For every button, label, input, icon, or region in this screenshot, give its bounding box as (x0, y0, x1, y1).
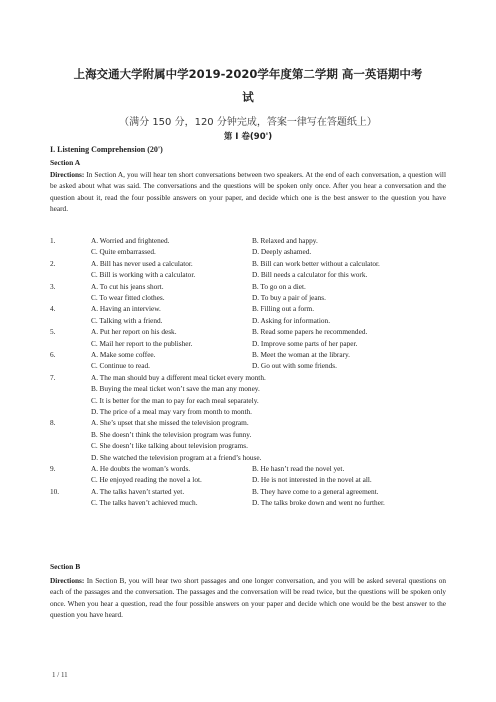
directions-text: In Section B, you will hear two short passages and one longer conversation, and you will be asked several questions on each of the passages and the conversation. The passages and the conversation will be read twice, but the questions will be spoken only once. When you hear a question, read the four possible answers on your paper and decide which one would be the best answer to the question you have heard. (50, 576, 446, 620)
answer-option: B. Buying the meal ticket won’t save the man any money. (91, 384, 260, 394)
answer-option: B. Relaxed and happy. (252, 236, 318, 245)
question-row (50, 315, 450, 326)
answer-option: A. Worried and frightened. (91, 236, 170, 245)
question-number: 4. (50, 304, 56, 314)
answer-option: D. Deeply ashamed. (252, 247, 312, 257)
answer-option: D. He is not interested in the novel at all. (252, 475, 372, 485)
answer-option: D. To buy a pair of jeans. (252, 293, 326, 302)
answer-option: B. Bill can work better without a calculator. (252, 258, 380, 268)
answer-option: B. Read some papers he recommended. (252, 327, 368, 337)
question-number: 9. (50, 464, 56, 473)
directions-text: In Section A, you will hear ten short conversations between two speakers. At the end of each conversation, a question will be asked about what was said. The conversations and the questions will be spoken only once. After you hear a conversation and the question about it, read the four possible answers on your paper, and decide which one is the best answer to the question you have heard. (50, 170, 446, 214)
answer-option: C. He enjoyed reading the novel a lot. (91, 475, 202, 485)
exam-title-line1: 上海交通大学附属中学2019-2020学年度第二学期 高一英语期中考 (73, 67, 423, 81)
question-row (50, 338, 450, 349)
answer-option: D. The price of a meal may vary from month to month. (91, 407, 252, 416)
answer-option: C. Continue to read. (91, 361, 150, 371)
answer-option: D. Bill needs a calculator for this work. (252, 270, 368, 280)
question-number: 7. (50, 372, 56, 382)
answer-option: C. Talking with a friend. (91, 315, 163, 325)
section-b-label: Section B (50, 562, 81, 571)
question-number: 1. (50, 236, 56, 245)
answer-option: C. Bill is working with a calculator. (91, 270, 196, 280)
part-heading: 第 I 卷(90') (223, 132, 273, 142)
answer-option: B. Meet the woman at the library. (252, 350, 351, 359)
question-row (50, 486, 450, 497)
answer-option: C. The talks haven’t achieved much. (91, 498, 198, 508)
question-row (50, 429, 450, 440)
question-row (50, 258, 450, 269)
answer-option: D. The talks broke down and went no further. (252, 498, 385, 508)
question-row (50, 440, 450, 451)
answer-option: B. They have come to a general agreement. (252, 486, 379, 496)
question-row (50, 372, 450, 383)
answer-option: D. Asking for information. (252, 315, 331, 325)
question-row (50, 474, 450, 485)
question-row (50, 463, 450, 474)
answer-option: A. He doubts the woman’s words. (91, 464, 191, 473)
question-row (50, 417, 450, 428)
answer-option: D. Improve some parts of her paper. (252, 338, 358, 348)
question-row (50, 326, 450, 337)
answer-option: C. She doesn’t like talking about television programs. (91, 441, 248, 451)
question-row (50, 383, 450, 394)
answer-option: A. Make some coffee. (91, 350, 156, 359)
question-row (50, 452, 450, 463)
directions-label: Directions: (50, 576, 85, 585)
answer-option: C. Mail her report to the publisher. (91, 338, 193, 348)
question-row (50, 246, 450, 257)
question-row (50, 349, 450, 360)
answer-option: D. She watched the television program at a friend’s house. (91, 452, 262, 462)
question-number: 3. (50, 281, 56, 291)
answer-option: B. Filling out a form. (252, 304, 315, 314)
answer-option: A. Having an interview. (91, 304, 161, 314)
exam-subtitle: （满分 150 分，120 分钟完成，答案一律写在答题纸上） (119, 117, 377, 128)
question-row (50, 281, 450, 292)
answer-option: A. Put her report on his desk. (91, 327, 177, 337)
question-row (50, 303, 450, 314)
question-row (50, 292, 450, 303)
answer-option: C. It is better for the man to pay for each meal separately. (91, 395, 259, 405)
question-row (50, 269, 450, 280)
answer-option: C. Quite embarrassed. (91, 247, 156, 257)
exam-title-line2: 试 (242, 90, 254, 104)
question-row (50, 406, 450, 417)
answer-option: A. The talks haven’t started yet. (91, 486, 185, 496)
section-b-directions (50, 575, 446, 621)
section-a-label: Section A (50, 158, 81, 167)
question-number: 8. (50, 418, 56, 428)
question-row (50, 497, 450, 508)
answer-option: A. She’s upset that she missed the television program. (91, 418, 249, 428)
question-row (50, 395, 450, 406)
question-number: 6. (50, 350, 56, 359)
question-row (50, 360, 450, 371)
answer-option: B. She doesn’t think the television program was funny. (91, 429, 252, 439)
question-number: 2. (50, 258, 56, 268)
answer-option: B. He hasn’t read the novel yet. (252, 464, 345, 473)
answer-option: D. Go out with some friends. (252, 361, 337, 371)
page-number: 1 / 11 (52, 671, 68, 679)
question-number: 5. (50, 327, 56, 337)
section-heading-listening: I. Listening Comprehension (20') (50, 145, 163, 154)
directions-label: Directions: (50, 170, 85, 179)
answer-option: C. To wear fitted clothes. (91, 293, 165, 302)
answer-option: B. To go on a diet. (252, 281, 306, 291)
section-a-directions (50, 169, 446, 215)
answer-option: A. Bill has never used a calculator. (91, 258, 193, 268)
question-row (50, 235, 450, 246)
question-number: 10. (50, 486, 60, 496)
answer-option: A. To cut his jeans short. (91, 281, 164, 291)
answer-option: A. The man should buy a different meal ticket every month. (91, 372, 266, 382)
